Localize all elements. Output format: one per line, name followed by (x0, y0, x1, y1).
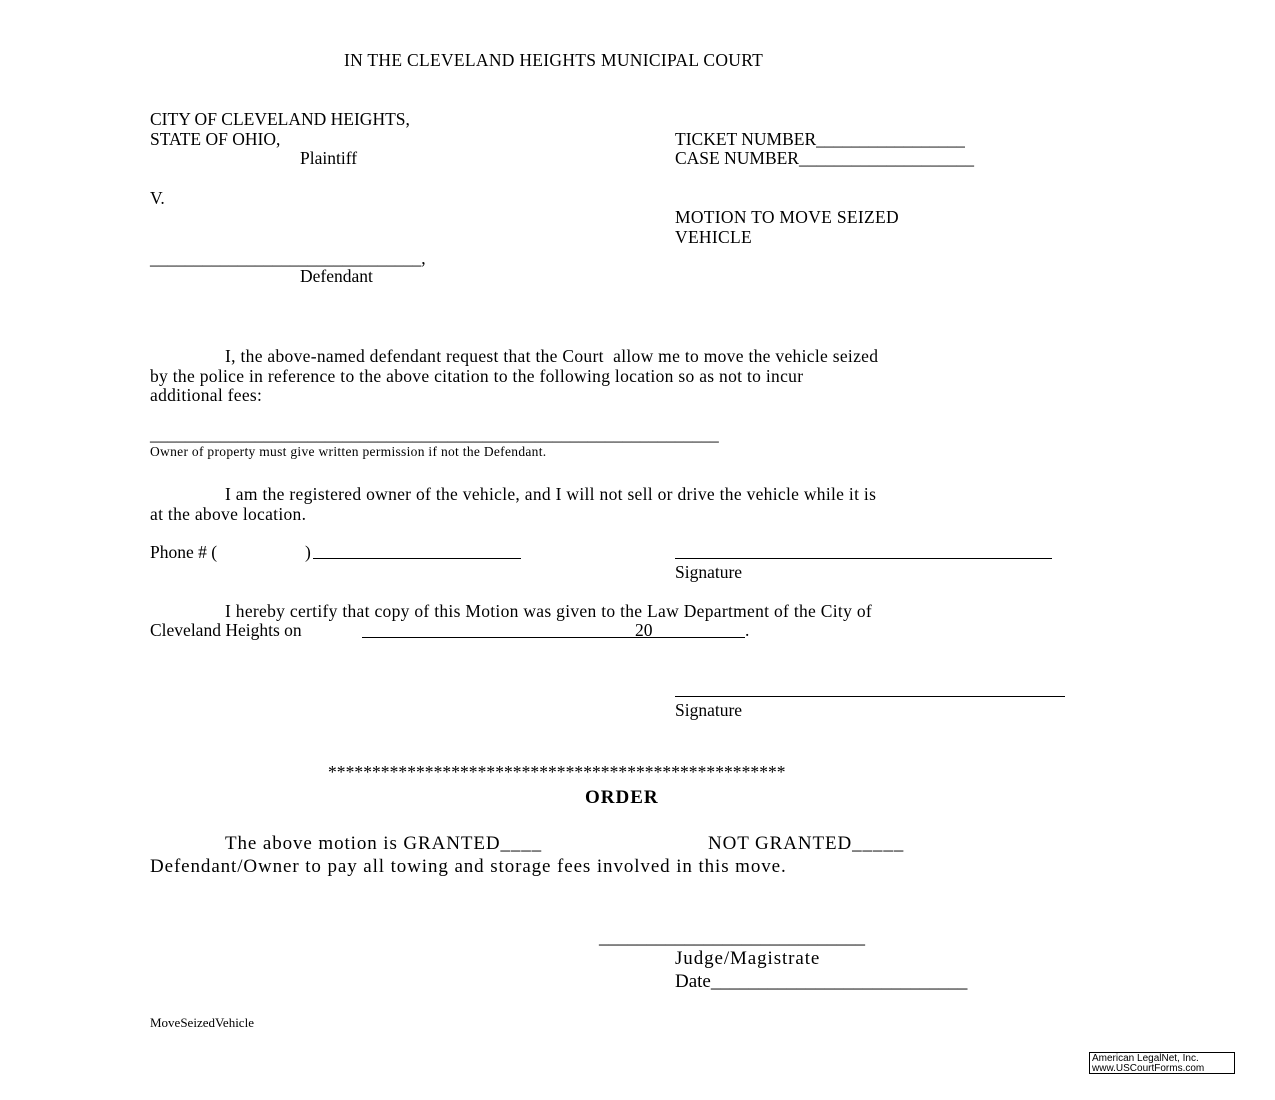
plaintiff-name-line1: CITY OF CLEVELAND HEIGHTS, (150, 109, 410, 129)
defendant-label: Defendant (300, 266, 373, 286)
certify-text-line1: I hereby certify that copy of this Motion was given to the Law Department of the City of (225, 601, 872, 621)
ownership-text-line2: at the above location. (150, 504, 307, 524)
signature-label-2: Signature (675, 700, 743, 720)
signature-label-1: Signature (675, 562, 743, 582)
order-title: ORDER (585, 787, 659, 808)
separator-asterisks: **************************************************** (328, 762, 786, 782)
publisher-name: American LegalNet, Inc. (1092, 1053, 1199, 1064)
court-title: IN THE CLEVELAND HEIGHTS MUNICIPAL COURT (344, 50, 764, 70)
plaintiff-label: Plaintiff (300, 148, 358, 168)
signature-line-2[interactable] (675, 696, 1065, 697)
order-granted-field[interactable]: The above motion is GRANTED____ (225, 833, 543, 854)
publisher-stamp (1089, 1052, 1235, 1074)
case-number-field[interactable]: CASE NUMBER____________________ (675, 148, 974, 168)
ticket-number-field[interactable]: TICKET NUMBER_________________ (675, 129, 965, 149)
judge-label: Judge/Magistrate (675, 948, 821, 969)
motion-title-line2: VEHICLE (675, 227, 752, 247)
phone-label: Phone # ( (150, 542, 218, 562)
order-date-field[interactable]: Date___________________________ (675, 971, 968, 992)
signature-line-1[interactable] (675, 558, 1052, 559)
phone-number-field[interactable] (313, 558, 521, 559)
request-text-line3: additional fees: (150, 385, 263, 405)
request-text-line2: by the police in reference to the above citation to the following location so as not to incur (150, 366, 804, 386)
location-field[interactable]: _________________________________________________________________ (150, 424, 719, 444)
owner-permission-note: Owner of property must give written permission if not the Defendant. (150, 444, 547, 459)
defendant-name-field[interactable]: _______________________________, (150, 248, 426, 268)
certify-period: . (745, 620, 750, 640)
judge-signature-field[interactable]: ____________________________ (599, 927, 865, 948)
certify-year-label: 20 (635, 620, 653, 640)
request-text-line1: I, the above-named defendant request that the Court allow me to move the vehicle seized (225, 346, 879, 366)
phone-close-paren: ) (305, 542, 311, 562)
certify-text-line2-prefix: Cleveland Heights on (150, 620, 302, 640)
versus-label: V. (150, 188, 165, 208)
plaintiff-name-line2: STATE OF OHIO, (150, 129, 281, 149)
publisher-url: www.USCourtForms.com (1092, 1063, 1205, 1074)
form-id: MoveSeizedVehicle (150, 1015, 254, 1030)
motion-title-line1: MOTION TO MOVE SEIZED (675, 207, 899, 227)
certify-date-field[interactable] (362, 637, 745, 638)
order-not-granted-field[interactable]: NOT GRANTED_____ (708, 833, 905, 854)
ownership-text-line1: I am the registered owner of the vehicle, and I will not sell or drive the vehicle while it is (225, 484, 877, 504)
order-fees-text: Defendant/Owner to pay all towing and storage fees involved in this move. (150, 856, 787, 877)
